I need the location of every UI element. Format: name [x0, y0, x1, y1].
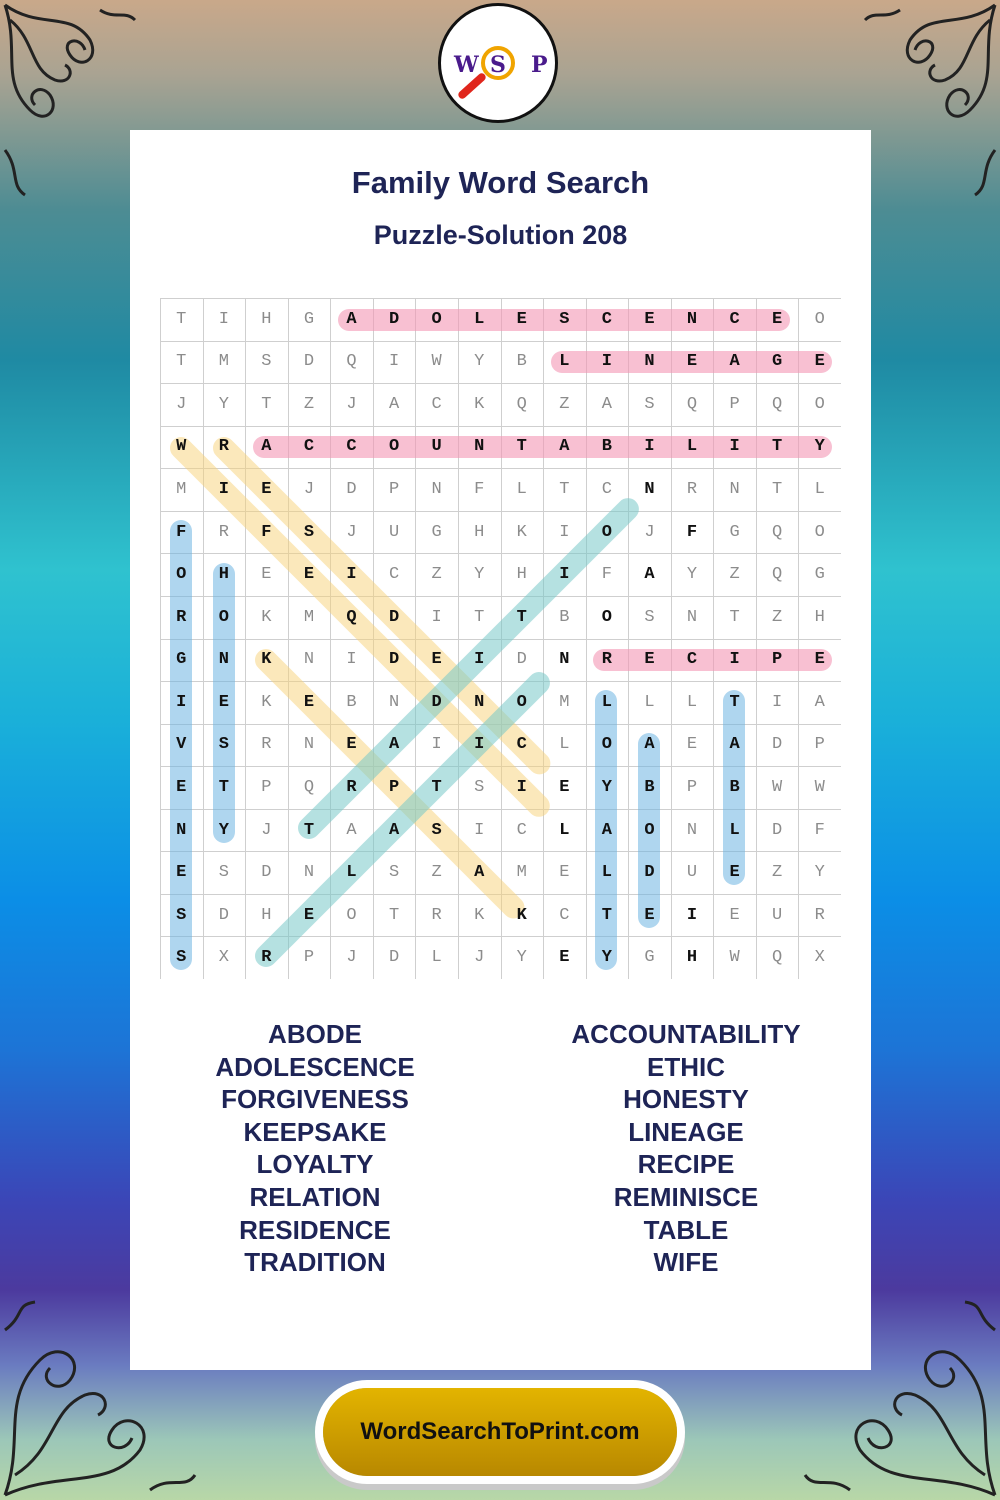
- grid-cell[interactable]: Q: [303, 777, 315, 797]
- grid-cell[interactable]: I: [644, 437, 655, 457]
- word-item: REMINISCE: [613, 1181, 759, 1212]
- grid-cell[interactable]: I: [474, 650, 485, 670]
- grid-cell[interactable]: A: [346, 820, 357, 840]
- grid-cell[interactable]: Y: [474, 565, 485, 585]
- grid-cell[interactable]: G: [176, 650, 187, 670]
- grid-cell[interactable]: O: [644, 820, 655, 840]
- grid-cell[interactable]: X: [218, 948, 229, 968]
- grid-cell[interactable]: D: [516, 650, 527, 670]
- grid-cell[interactable]: C: [516, 735, 527, 755]
- grid-cell[interactable]: C: [516, 820, 527, 840]
- word-item: HONESTY: [623, 1084, 749, 1115]
- grid-cell[interactable]: D: [431, 692, 442, 712]
- grid-cell[interactable]: I: [346, 650, 357, 670]
- grid-cell[interactable]: E: [303, 692, 315, 712]
- grid-cell[interactable]: B: [516, 352, 527, 372]
- grid-cell[interactable]: O: [814, 394, 825, 414]
- grid-cell[interactable]: E: [431, 650, 442, 670]
- grid-cell[interactable]: N: [644, 480, 655, 500]
- grid-cell[interactable]: O: [346, 905, 357, 925]
- grid-cell[interactable]: K: [516, 522, 527, 542]
- logo-letter-p: P: [531, 52, 548, 78]
- grid-cell[interactable]: S: [303, 522, 315, 542]
- grid-cell[interactable]: E: [346, 735, 357, 755]
- grid-cell[interactable]: Q: [686, 394, 698, 414]
- grid-cell[interactable]: S: [176, 905, 187, 925]
- grid-cell[interactable]: C: [601, 309, 612, 329]
- grid-cell[interactable]: T: [431, 777, 442, 797]
- grid-cell[interactable]: L: [474, 309, 485, 329]
- grid-cell[interactable]: U: [686, 863, 698, 883]
- grid-cell[interactable]: D: [772, 820, 783, 840]
- grid-cell[interactable]: T: [729, 692, 740, 712]
- word-list-right: [501, 1018, 871, 1279]
- grid-cell[interactable]: W: [176, 437, 187, 457]
- grid-cell[interactable]: F: [601, 565, 612, 585]
- grid-cell[interactable]: Z: [559, 394, 570, 414]
- grid-cell[interactable]: L: [601, 863, 612, 883]
- grid-cell[interactable]: W: [729, 948, 740, 968]
- grid-cell[interactable]: L: [686, 437, 698, 457]
- grid-cell[interactable]: Y: [601, 777, 612, 797]
- grid-cell[interactable]: E: [814, 650, 825, 670]
- grid-cell[interactable]: A: [644, 565, 655, 585]
- grid-cell[interactable]: N: [474, 437, 485, 457]
- grid-cell[interactable]: R: [261, 735, 272, 755]
- grid-cell[interactable]: B: [729, 777, 740, 797]
- grid-cell[interactable]: L: [431, 948, 442, 968]
- grid-cell[interactable]: J: [176, 394, 187, 414]
- grid-cell[interactable]: D: [388, 607, 400, 627]
- ornament-top-right-icon: [860, 0, 1000, 200]
- grid-cell[interactable]: B: [346, 692, 357, 712]
- grid-cell[interactable]: D: [388, 650, 400, 670]
- grid-cell[interactable]: A: [559, 437, 570, 457]
- grid-cell[interactable]: S: [261, 352, 272, 372]
- grid-cell[interactable]: H: [516, 565, 527, 585]
- grid-cell[interactable]: C: [346, 437, 357, 457]
- logo-letter-s: S: [490, 52, 506, 78]
- grid-cell[interactable]: Q: [772, 394, 783, 414]
- grid-cell[interactable]: N: [559, 650, 570, 670]
- grid-cell[interactable]: C: [559, 905, 570, 925]
- grid-cell[interactable]: K: [474, 905, 485, 925]
- puzzle-card: [130, 130, 871, 1370]
- grid-cell[interactable]: J: [303, 480, 315, 500]
- grid-cell[interactable]: N: [686, 820, 698, 840]
- grid-cell[interactable]: Y: [601, 948, 612, 968]
- grid-cell[interactable]: E: [559, 777, 570, 797]
- grid-cell[interactable]: K: [261, 692, 272, 712]
- grid-cell[interactable]: C: [601, 480, 612, 500]
- grid-cell[interactable]: D: [261, 863, 272, 883]
- grid-cell[interactable]: N: [686, 607, 698, 627]
- grid-cell[interactable]: F: [686, 522, 698, 542]
- grid-cell[interactable]: C: [729, 309, 740, 329]
- grid-cell[interactable]: G: [772, 352, 783, 372]
- grid-cell[interactable]: D: [388, 309, 400, 329]
- grid-cell[interactable]: K: [261, 650, 272, 670]
- grid-cell[interactable]: Y: [218, 820, 229, 840]
- grid-cell[interactable]: I: [176, 692, 187, 712]
- grid-cell[interactable]: L: [559, 352, 570, 372]
- grid-cell[interactable]: W: [431, 352, 442, 372]
- grid-cell[interactable]: L: [346, 863, 357, 883]
- grid-cell[interactable]: A: [261, 437, 272, 457]
- grid-cell[interactable]: N: [176, 820, 187, 840]
- grid-cell[interactable]: Y: [814, 863, 825, 883]
- grid-cell[interactable]: O: [601, 522, 612, 542]
- grid-cell[interactable]: H: [261, 905, 272, 925]
- grid-cell[interactable]: L: [601, 692, 612, 712]
- grid-cell[interactable]: A: [729, 352, 740, 372]
- grid-cell[interactable]: E: [814, 352, 825, 372]
- grid-cell[interactable]: E: [218, 692, 229, 712]
- word-item: RELATION: [249, 1181, 381, 1212]
- grid-cell[interactable]: E: [559, 948, 570, 968]
- grid-cell[interactable]: J: [261, 820, 272, 840]
- word-item: ETHIC: [647, 1051, 725, 1082]
- grid-cell[interactable]: L: [729, 820, 740, 840]
- grid-cell[interactable]: D: [644, 863, 655, 883]
- grid-cell[interactable]: E: [686, 735, 698, 755]
- grid-cell[interactable]: T: [559, 480, 570, 500]
- grid-cell[interactable]: C: [431, 394, 442, 414]
- grid-cell[interactable]: Z: [772, 863, 783, 883]
- word-item: ACCOUNTABILITY: [571, 1019, 801, 1049]
- grid-cell[interactable]: O: [516, 692, 527, 712]
- grid-cell[interactable]: A: [814, 692, 825, 712]
- grid-cell[interactable]: Y: [474, 352, 485, 372]
- grid-cell[interactable]: T: [729, 607, 740, 627]
- grid-cell[interactable]: A: [601, 820, 612, 840]
- grid-cell[interactable]: S: [218, 735, 229, 755]
- grid-cell[interactable]: O: [431, 309, 442, 329]
- grid-cell[interactable]: N: [431, 480, 442, 500]
- grid-cell[interactable]: P: [729, 394, 740, 414]
- grid-cell[interactable]: N: [729, 480, 740, 500]
- grid-cell[interactable]: P: [388, 777, 400, 797]
- grid-cell[interactable]: N: [303, 863, 315, 883]
- grid-cell[interactable]: P: [686, 777, 698, 797]
- grid-cell[interactable]: P: [772, 650, 783, 670]
- word-item: RECIPE: [637, 1149, 735, 1180]
- page-subtitle: Puzzle-Solution 208: [373, 220, 628, 250]
- grid-cell[interactable]: R: [218, 437, 229, 457]
- grid-cell[interactable]: F: [261, 522, 272, 542]
- grid-cell[interactable]: T: [772, 437, 783, 457]
- grid-cell[interactable]: O: [218, 607, 229, 627]
- grid-cell[interactable]: A: [388, 394, 400, 414]
- grid-cell[interactable]: F: [474, 480, 485, 500]
- grid-cell[interactable]: O: [814, 522, 825, 542]
- grid-cell[interactable]: R: [814, 905, 825, 925]
- grid-cell[interactable]: E: [261, 480, 272, 500]
- grid-cell[interactable]: L: [644, 692, 655, 712]
- grid-cell[interactable]: G: [644, 948, 655, 968]
- grid-cell[interactable]: Y: [218, 394, 229, 414]
- grid-cell[interactable]: N: [388, 692, 400, 712]
- grid-cell[interactable]: W: [814, 777, 825, 797]
- grid-cell[interactable]: Y: [814, 437, 825, 457]
- word-item: TABLE: [643, 1214, 729, 1245]
- grid-cell[interactable]: D: [772, 735, 783, 755]
- grid-cell[interactable]: W: [772, 777, 783, 797]
- grid-cell[interactable]: A: [729, 735, 740, 755]
- grid-cell[interactable]: R: [601, 650, 612, 670]
- grid-cell[interactable]: Z: [431, 863, 442, 883]
- grid-cell[interactable]: S: [388, 863, 400, 883]
- grid-cell[interactable]: V: [176, 735, 187, 755]
- grid-cell[interactable]: C: [303, 437, 315, 457]
- grid-cell[interactable]: E: [176, 777, 187, 797]
- grid-cell[interactable]: T: [601, 905, 612, 925]
- word-item: ABODE: [268, 1019, 362, 1049]
- grid-cell[interactable]: E: [303, 565, 315, 585]
- grid-cell[interactable]: M: [176, 480, 187, 500]
- grid-cell[interactable]: C: [388, 565, 400, 585]
- word-item: RESIDENCE: [239, 1214, 391, 1245]
- grid-cell[interactable]: I: [516, 777, 527, 797]
- grid-cell[interactable]: Q: [516, 394, 527, 414]
- grid-cell[interactable]: O: [176, 565, 187, 585]
- grid-cell[interactable]: E: [559, 863, 570, 883]
- grid-cell[interactable]: A: [474, 863, 485, 883]
- grid-cell[interactable]: T: [218, 777, 229, 797]
- grid-cell[interactable]: R: [346, 777, 357, 797]
- word-list-left: [130, 1018, 500, 1279]
- word-item: LOYALTY: [256, 1149, 374, 1180]
- grid-cell[interactable]: K: [516, 905, 527, 925]
- grid-cell[interactable]: Q: [772, 948, 783, 968]
- grid-cell[interactable]: G: [303, 309, 315, 329]
- grid-cell[interactable]: P: [261, 777, 272, 797]
- grid-cell[interactable]: A: [388, 820, 400, 840]
- grid-cell[interactable]: Z: [772, 607, 783, 627]
- grid-cell[interactable]: Q: [346, 607, 357, 627]
- grid-cell[interactable]: S: [559, 309, 570, 329]
- grid-cell[interactable]: K: [474, 394, 485, 414]
- grid-cell[interactable]: P: [388, 480, 400, 500]
- grid-cell[interactable]: M: [218, 352, 229, 372]
- grid-cell[interactable]: O: [814, 309, 825, 329]
- grid-cell[interactable]: D: [218, 905, 229, 925]
- grid-cell[interactable]: N: [303, 735, 315, 755]
- grid-cell[interactable]: D: [346, 480, 357, 500]
- grid-cell[interactable]: I: [431, 607, 442, 627]
- grid-cell[interactable]: T: [261, 394, 272, 414]
- grid-cell[interactable]: J: [346, 394, 357, 414]
- grid-cell[interactable]: I: [729, 650, 740, 670]
- grid-cell[interactable]: S: [644, 607, 655, 627]
- grid-cell[interactable]: B: [601, 437, 612, 457]
- grid-cell[interactable]: L: [559, 820, 570, 840]
- grid-cell[interactable]: I: [218, 480, 229, 500]
- grid-cell[interactable]: R: [176, 607, 187, 627]
- grid-cell[interactable]: O: [388, 437, 400, 457]
- grid-cell[interactable]: Q: [772, 565, 783, 585]
- grid-cell[interactable]: R: [218, 522, 229, 542]
- grid-cell[interactable]: M: [303, 607, 315, 627]
- grid-cell[interactable]: K: [261, 607, 272, 627]
- grid-cell[interactable]: T: [516, 437, 527, 457]
- grid-cell[interactable]: N: [303, 650, 315, 670]
- grid-cell[interactable]: D: [303, 352, 315, 372]
- grid-cell[interactable]: R: [686, 480, 698, 500]
- grid-cell[interactable]: T: [772, 480, 783, 500]
- grid-cell[interactable]: R: [261, 948, 272, 968]
- grid-cell[interactable]: N: [474, 692, 485, 712]
- grid-cell[interactable]: H: [474, 522, 485, 542]
- grid-cell[interactable]: T: [303, 820, 315, 840]
- grid-cell[interactable]: L: [559, 735, 570, 755]
- grid-cell[interactable]: I: [559, 565, 570, 585]
- site-link-label: WordSearchToPrint.com: [360, 1418, 640, 1445]
- grid-cell[interactable]: Z: [431, 565, 442, 585]
- grid-cell[interactable]: E: [176, 863, 187, 883]
- word-search-grid: [160, 298, 841, 979]
- grid-cell[interactable]: B: [559, 607, 570, 627]
- grid-cell[interactable]: E: [644, 309, 655, 329]
- grid-cell[interactable]: M: [559, 692, 570, 712]
- grid-cell[interactable]: O: [601, 735, 612, 755]
- grid-cell[interactable]: N: [686, 309, 698, 329]
- grid-cell[interactable]: E: [303, 905, 315, 925]
- page-title: Family Word Search: [351, 165, 650, 200]
- grid-cell[interactable]: T: [516, 607, 527, 627]
- grid-cell[interactable]: N: [218, 650, 229, 670]
- grid-cell[interactable]: Y: [686, 565, 698, 585]
- grid-cell[interactable]: B: [644, 777, 655, 797]
- grid-cell[interactable]: P: [814, 735, 825, 755]
- grid-cell[interactable]: D: [388, 948, 400, 968]
- grid-cell[interactable]: G: [431, 522, 442, 542]
- grid-cell[interactable]: E: [686, 352, 698, 372]
- grid-cell[interactable]: O: [601, 607, 612, 627]
- grid-cell[interactable]: T: [176, 352, 187, 372]
- grid-cell[interactable]: G: [814, 565, 825, 585]
- grid-cell[interactable]: A: [346, 309, 357, 329]
- grid-cell[interactable]: J: [474, 948, 485, 968]
- grid-cell[interactable]: H: [686, 948, 698, 968]
- grid-cell[interactable]: R: [431, 905, 442, 925]
- grid-cell[interactable]: I: [431, 735, 442, 755]
- grid-cell[interactable]: I: [601, 352, 612, 372]
- grid-cell[interactable]: A: [601, 394, 612, 414]
- grid-cell[interactable]: T: [388, 905, 400, 925]
- grid-cell[interactable]: T: [176, 309, 187, 329]
- word-item: KEEPSAKE: [243, 1116, 387, 1147]
- grid-cell[interactable]: U: [431, 437, 442, 457]
- grid-cell[interactable]: I: [474, 820, 485, 840]
- word-item: LINEAGE: [628, 1116, 744, 1147]
- grid-cell[interactable]: M: [516, 863, 527, 883]
- grid-cell[interactable]: S: [176, 948, 187, 968]
- grid-cell[interactable]: Q: [346, 352, 357, 372]
- grid-cell[interactable]: J: [346, 522, 357, 542]
- grid-cell[interactable]: H: [814, 607, 825, 627]
- grid-cell[interactable]: E: [772, 309, 783, 329]
- grid-cell[interactable]: U: [388, 522, 400, 542]
- word-item: ADOLESCENCE: [215, 1051, 415, 1082]
- grid-cell[interactable]: I: [559, 522, 570, 542]
- grid-cell[interactable]: H: [261, 309, 272, 329]
- grid-cell[interactable]: S: [644, 394, 655, 414]
- grid-cell[interactable]: I: [686, 905, 698, 925]
- grid-cell[interactable]: Z: [303, 394, 315, 414]
- grid-cell[interactable]: X: [814, 948, 825, 968]
- logo-letter-w: W: [454, 52, 479, 78]
- grid-cell[interactable]: E: [729, 905, 740, 925]
- grid-cell[interactable]: T: [474, 607, 485, 627]
- grid-cell[interactable]: L: [516, 480, 527, 500]
- grid-cell[interactable]: H: [218, 565, 229, 585]
- grid-cell[interactable]: S: [431, 820, 442, 840]
- grid-cell[interactable]: I: [772, 692, 783, 712]
- grid-cell[interactable]: P: [303, 948, 315, 968]
- grid-cell[interactable]: A: [388, 735, 400, 755]
- word-item: FORGIVENESS: [221, 1084, 409, 1115]
- grid-cell[interactable]: A: [644, 735, 655, 755]
- grid-cell[interactable]: F: [814, 820, 825, 840]
- grid-cell[interactable]: Y: [516, 948, 527, 968]
- grid-cell[interactable]: I: [474, 735, 485, 755]
- grid-cell[interactable]: L: [814, 480, 825, 500]
- grid-cell[interactable]: E: [516, 309, 527, 329]
- grid-cell[interactable]: F: [176, 522, 187, 542]
- grid-cell[interactable]: I: [218, 309, 229, 329]
- grid-cell[interactable]: E: [644, 905, 655, 925]
- grid-cell[interactable]: Q: [772, 522, 783, 542]
- grid-cell[interactable]: E: [644, 650, 655, 670]
- grid-cell[interactable]: Z: [729, 565, 740, 585]
- grid-cell[interactable]: S: [474, 777, 485, 797]
- grid-cell[interactable]: J: [644, 522, 655, 542]
- grid-cell[interactable]: E: [729, 863, 740, 883]
- word-item: TRADITION: [244, 1247, 386, 1278]
- word-item: WIFE: [653, 1247, 719, 1278]
- grid-cell[interactable]: C: [686, 650, 698, 670]
- site-logo[interactable]: [438, 3, 558, 123]
- grid-cell[interactable]: E: [261, 565, 272, 585]
- grid-cell[interactable]: J: [346, 948, 357, 968]
- grid-cell[interactable]: I: [346, 565, 357, 585]
- site-link-button[interactable]: [323, 1388, 677, 1476]
- grid-cell[interactable]: L: [686, 692, 698, 712]
- grid-cell[interactable]: S: [218, 863, 229, 883]
- grid-cell[interactable]: N: [644, 352, 655, 372]
- grid-cell[interactable]: I: [388, 352, 400, 372]
- ornament-top-left-icon: [0, 0, 140, 200]
- grid-cell[interactable]: G: [729, 522, 740, 542]
- grid-cells: [160, 298, 841, 979]
- grid-cell[interactable]: I: [729, 437, 740, 457]
- grid-cell[interactable]: U: [772, 905, 783, 925]
